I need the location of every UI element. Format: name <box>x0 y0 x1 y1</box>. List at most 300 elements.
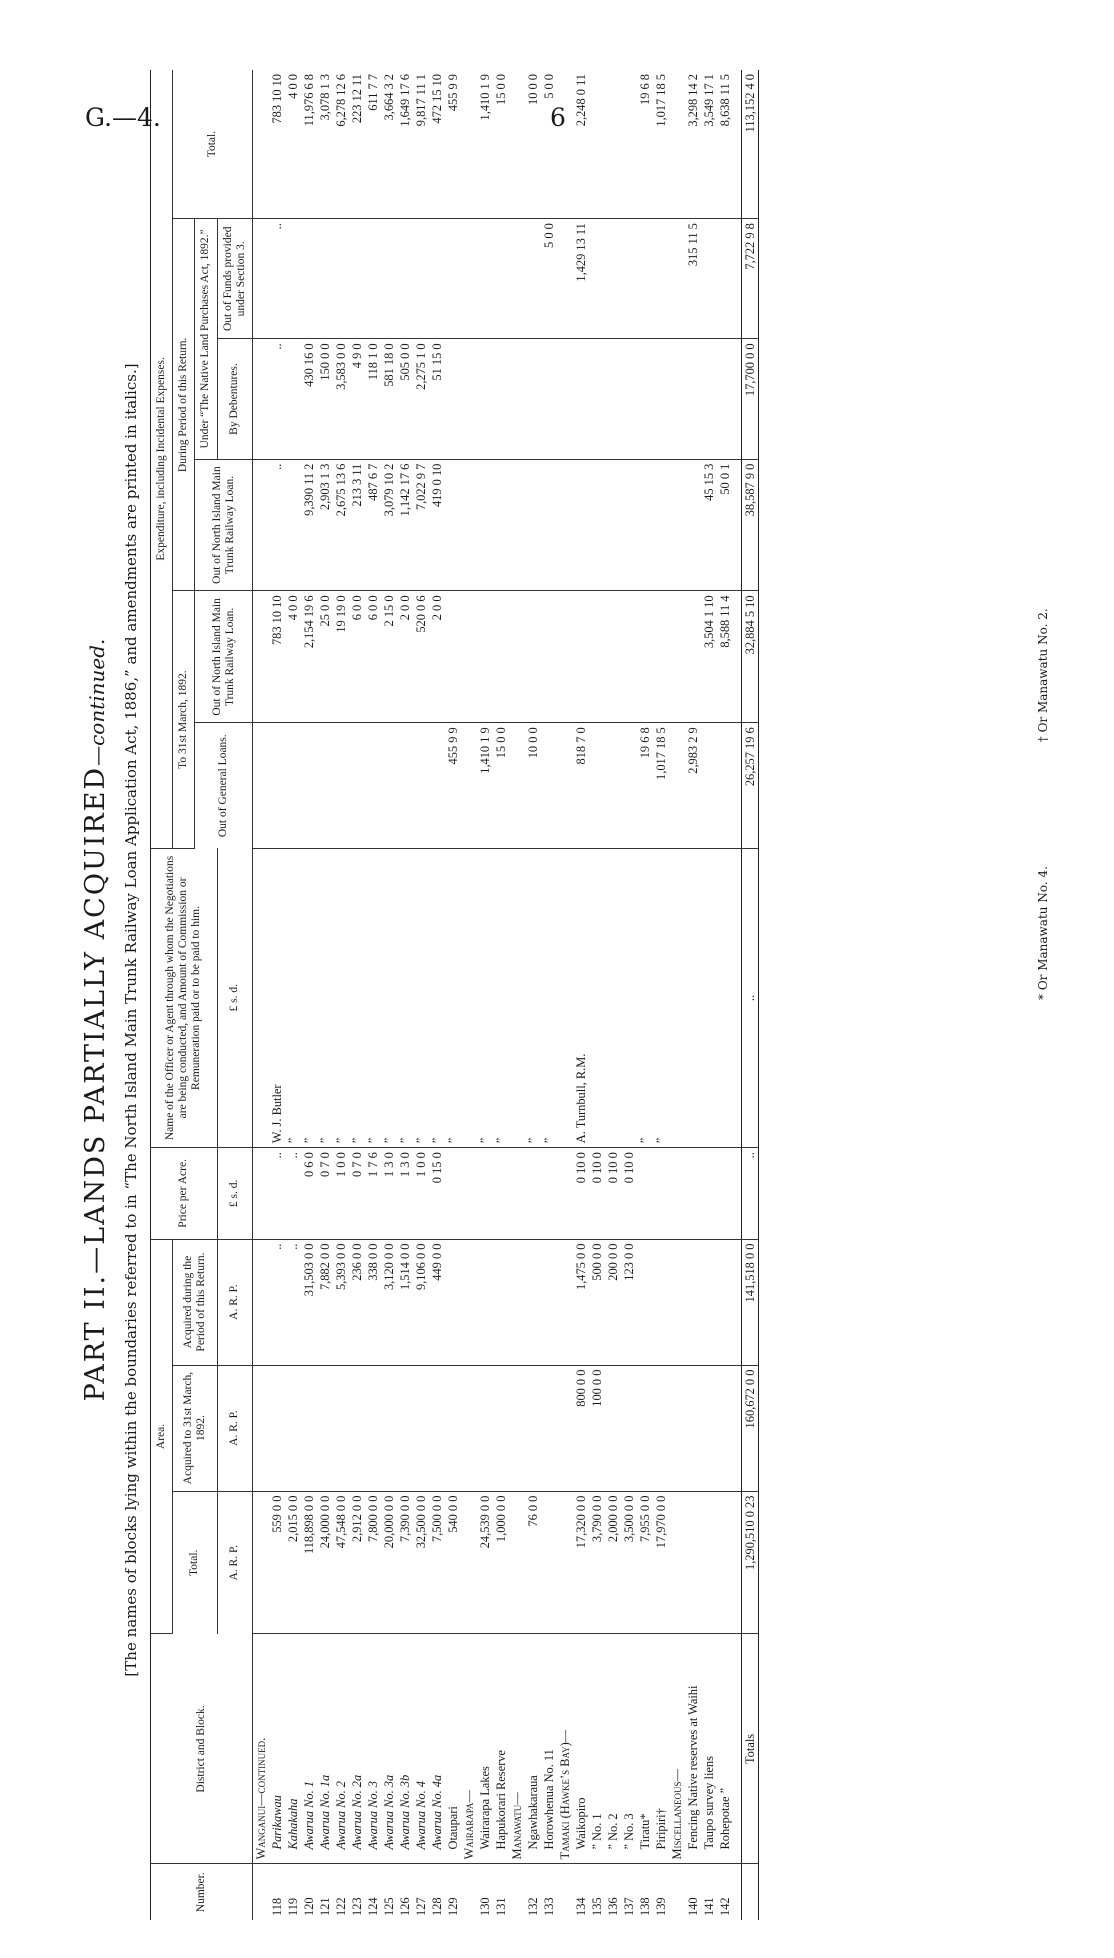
header-area: Area. <box>151 1239 173 1634</box>
empty-cell <box>461 219 477 339</box>
number-cell <box>557 1864 573 1920</box>
table-row <box>317 70 333 1920</box>
cell-gt: 10 0 0 <box>525 70 541 219</box>
row-number: 142 <box>718 1897 733 1916</box>
cell-acq_to <box>429 1365 445 1491</box>
page-subtitle: [The names of blocks lying within the boundaries referred to in “The North Island Main Trunk Railway Loan Application Act, 1886,” and amendments are printed in italics.] <box>122 363 140 1677</box>
cell-gt: 455 9 9 <box>445 70 461 219</box>
section-heading: Wairarapa— <box>461 1634 477 1864</box>
empty-cell <box>253 1491 270 1634</box>
cell-gen <box>541 723 557 848</box>
cell-price <box>653 1148 669 1239</box>
footnote-1: * Or Manawatu No. 4. <box>1036 866 1050 1000</box>
row-number: 127 <box>414 1897 429 1916</box>
cell-acq_to: 100 0 0 <box>589 1365 605 1491</box>
empty-cell <box>557 591 573 723</box>
cell-acq_dur: 449 0 0 <box>429 1239 445 1365</box>
cell-total <box>685 1491 701 1634</box>
cell-price <box>477 1148 493 1239</box>
cell-officer: ” <box>413 848 429 1147</box>
cell-price: 1 0 0 <box>413 1148 429 1239</box>
cell-deb: 505 0 0 <box>397 339 413 459</box>
cell-officer <box>605 848 621 1147</box>
cell-officer: ” <box>541 848 557 1147</box>
cell-officer: ” <box>525 848 541 1147</box>
cell-gen <box>285 723 301 848</box>
cell-acq_dur: 3,120 0 0 <box>381 1239 397 1365</box>
empty-cell <box>253 70 270 219</box>
cell-acq_dur: 31,503 0 0 <box>301 1239 317 1365</box>
cell-gt <box>621 70 637 219</box>
cell-officer: ” <box>285 848 301 1147</box>
page-title: PART II.—LANDS PARTIALLY ACQUIRED—continued. <box>80 638 111 1402</box>
empty-cell <box>509 1365 525 1491</box>
cell-total: 2,912 0 0 <box>349 1491 365 1634</box>
page-reference: G.—4. <box>85 103 161 132</box>
cell-tr2: 50 0 1 <box>717 459 733 591</box>
section-heading: Miscellaneous— <box>669 1634 685 1864</box>
cell-tr2 <box>621 459 637 591</box>
empty-cell <box>669 1239 685 1365</box>
spacer-row <box>733 70 742 1920</box>
spacer-cell <box>733 848 742 1147</box>
block-name: Rohepotae ” <box>717 1634 733 1864</box>
cell-acq_to <box>637 1365 653 1491</box>
cell-sec3 <box>525 219 541 339</box>
row-number: 118 <box>270 1897 285 1916</box>
cell-gt: 3,664 3 2 <box>381 70 397 219</box>
cell-sec3 <box>333 219 349 339</box>
empty-cell <box>253 848 270 1147</box>
cell-total: 118,898 0 0 <box>301 1491 317 1634</box>
cell-acq_to <box>477 1365 493 1491</box>
cell-acq_dur <box>653 1239 669 1365</box>
cell-sec3 <box>381 219 397 339</box>
cell-tr1: 8,588 11 4 <box>717 591 733 723</box>
block-name: ” No. 2 <box>605 1634 621 1864</box>
cell-acq_dur <box>525 1239 541 1365</box>
cell-price: 0 10 0 <box>605 1148 621 1239</box>
cell-total: 47,548 0 0 <box>333 1491 349 1634</box>
total-deb: 17,700 0 0 <box>742 339 759 459</box>
row-number: 121 <box>318 1897 333 1916</box>
table-row <box>445 70 461 1920</box>
total-acq_to: 160,672 0 0 <box>742 1365 759 1491</box>
cell-tr1 <box>621 591 637 723</box>
cell-acq_dur: 1,514 0 0 <box>397 1239 413 1365</box>
cell-tr2: 487 6 7 <box>365 459 381 591</box>
cell-gt: 1,017 18 5 <box>653 70 669 219</box>
cell-gt: 6,278 12 6 <box>333 70 349 219</box>
empty-cell <box>669 591 685 723</box>
number-cell <box>253 1864 270 1920</box>
empty-cell <box>669 1148 685 1239</box>
row-number: 129 <box>446 1897 461 1916</box>
row-number: 123 <box>350 1897 365 1916</box>
cell-deb <box>493 339 509 459</box>
empty-cell <box>461 591 477 723</box>
table-row <box>477 70 493 1920</box>
section-heading-row <box>509 70 525 1920</box>
total-gt: 113,152 4 0 <box>742 70 759 219</box>
cell-sec3 <box>605 219 621 339</box>
row-number: 131 <box>494 1897 509 1916</box>
cell-gen: 455 9 9 <box>445 723 461 848</box>
cell-deb <box>653 339 669 459</box>
cell-acq_dur <box>685 1239 701 1365</box>
block-name: Taupo survey liens <box>701 1634 717 1864</box>
cell-sec3: 315 11 5 <box>685 219 701 339</box>
cell-gt: 9,817 11 1 <box>413 70 429 219</box>
cell-acq_dur <box>541 1239 557 1365</box>
cell-officer: ” <box>445 848 461 1147</box>
cell-gen <box>301 723 317 848</box>
cell-tr2 <box>685 459 701 591</box>
empty-cell <box>461 723 477 848</box>
cell-officer: ” <box>317 848 333 1147</box>
cell-total: 2,000 0 0 <box>605 1491 621 1634</box>
cell-tr1: 2 15 0 <box>381 591 397 723</box>
cell-acq_dur <box>701 1239 717 1365</box>
cell-gen <box>349 723 365 848</box>
header-during-period: During Period of this Return. <box>173 219 195 591</box>
empty-cell <box>461 459 477 591</box>
header-district: District and Block. <box>151 1634 253 1864</box>
cell-sec3 <box>285 219 301 339</box>
row-number: 119 <box>286 1897 301 1916</box>
cell-tr2: 213 3 11 <box>349 459 365 591</box>
header-general-loans: Out of General Loans. <box>195 723 253 848</box>
empty-cell <box>461 1148 477 1239</box>
cell-acq_to <box>685 1365 701 1491</box>
header-acquired-to: Acquired to 31st March, 1892. <box>173 1365 217 1491</box>
cell-sec3 <box>653 219 669 339</box>
empty-cell <box>669 339 685 459</box>
section-heading: Manawatu— <box>509 1634 525 1864</box>
cell-sec3 <box>621 219 637 339</box>
total-gen: 26,257 19 6 <box>742 723 759 848</box>
cell-deb <box>589 339 605 459</box>
cell-deb <box>701 339 717 459</box>
empty-cell <box>509 219 525 339</box>
table-row <box>541 70 557 1920</box>
cell-price: 0 10 0 <box>589 1148 605 1239</box>
cell-acq_to <box>397 1365 413 1491</box>
cell-deb: 4 9 0 <box>349 339 365 459</box>
cell-officer: ” <box>365 848 381 1147</box>
cell-tr1: 2 0 0 <box>429 591 445 723</box>
empty-cell <box>253 459 270 591</box>
row-number: 130 <box>478 1897 493 1916</box>
table-row <box>413 70 429 1920</box>
empty-cell <box>669 459 685 591</box>
total-sec3: 7,722 9 8 <box>742 219 759 339</box>
unit-acquired-to: A. R. P. <box>217 1365 252 1491</box>
spacer-cell <box>733 339 742 459</box>
empty-cell <box>557 219 573 339</box>
cell-price <box>493 1148 509 1239</box>
spacer-cell <box>733 1239 742 1365</box>
table-row <box>429 70 445 1920</box>
cell-sec3 <box>445 219 461 339</box>
block-name: Awarua No. 4a <box>429 1634 445 1864</box>
cell-tr2 <box>477 459 493 591</box>
cell-gt: 1,649 17 6 <box>397 70 413 219</box>
cell-sec3 <box>317 219 333 339</box>
total-acq_dur: 141,518 0 0 <box>742 1239 759 1365</box>
row-number: 120 <box>302 1897 317 1916</box>
empty-cell <box>509 1491 525 1634</box>
cell-price: 1 7 6 <box>365 1148 381 1239</box>
rotated-table-page <box>40 70 1060 1920</box>
block-name: Piripiri† <box>653 1634 669 1864</box>
empty-cell <box>461 1365 477 1491</box>
cell-gen <box>413 723 429 848</box>
cell-tr2 <box>493 459 509 591</box>
cell-total: 7,800 0 0 <box>365 1491 381 1634</box>
empty-cell <box>253 1148 270 1239</box>
unit-acquired-during: A. R. P. <box>217 1239 252 1365</box>
table-row <box>365 70 381 1920</box>
cell-gt: 3,078 1 3 <box>317 70 333 219</box>
cell-tr1 <box>605 591 621 723</box>
block-name: Kahakaha <box>285 1634 301 1864</box>
cell-price <box>717 1148 733 1239</box>
header-grand-total: Total. <box>173 70 253 219</box>
cell-gt: 3,549 17 1 <box>701 70 717 219</box>
spacer-cell <box>733 591 742 723</box>
cell-total: 17,320 0 0 <box>573 1491 589 1634</box>
row-number: 132 <box>526 1897 541 1916</box>
number-cell <box>509 1864 525 1920</box>
cell-price: 0 15 0 <box>429 1148 445 1239</box>
cell-acq_to <box>653 1365 669 1491</box>
cell-price <box>685 1148 701 1239</box>
cell-tr2: 419 0 10 <box>429 459 445 591</box>
empty-cell <box>509 848 525 1147</box>
cell-total: 3,790 0 0 <box>589 1491 605 1634</box>
cell-officer <box>589 848 605 1147</box>
cell-total: 17,970 0 0 <box>653 1491 669 1634</box>
cell-sec3 <box>397 219 413 339</box>
cell-acq_dur: 123 0 0 <box>621 1239 637 1365</box>
cell-deb: 3,583 0 0 <box>333 339 349 459</box>
table-row <box>493 70 509 1920</box>
cell-gt: 783 10 10 <box>269 70 285 219</box>
empty-cell <box>253 339 270 459</box>
cell-acq_to <box>621 1365 637 1491</box>
cell-gt: 5 0 0 <box>541 70 557 219</box>
table-row <box>637 70 653 1920</box>
empty-cell <box>509 1148 525 1239</box>
table-row <box>717 70 733 1920</box>
cell-total: 3,500 0 0 <box>621 1491 637 1634</box>
cell-sec3 <box>429 219 445 339</box>
cell-gen: 1,410 1 9 <box>477 723 493 848</box>
block-name: Hapukorari Reserve <box>493 1634 509 1864</box>
empty-cell <box>253 723 270 848</box>
cell-tr1: 4 0 0 <box>285 591 301 723</box>
table-row <box>573 70 589 1920</box>
row-number: 128 <box>430 1897 445 1916</box>
row-number: 137 <box>622 1897 637 1916</box>
row-number: 135 <box>590 1897 605 1916</box>
cell-gt: 11,976 6 8 <box>301 70 317 219</box>
cell-acq_dur <box>445 1239 461 1365</box>
cell-acq_to <box>445 1365 461 1491</box>
cell-tr1 <box>445 591 461 723</box>
cell-sec3: 5 0 0 <box>541 219 557 339</box>
row-number: 136 <box>606 1897 621 1916</box>
spacer-cell <box>733 459 742 591</box>
cell-gen: 10 0 0 <box>525 723 541 848</box>
cell-gen <box>621 723 637 848</box>
empty-cell <box>557 459 573 591</box>
cell-acq_dur: 338 0 0 <box>365 1239 381 1365</box>
spacer-cell <box>733 1634 742 1864</box>
cell-sec3 <box>493 219 509 339</box>
cell-gt: 3,298 14 2 <box>685 70 701 219</box>
number-cell <box>461 1864 477 1920</box>
block-name: Awarua No. 1a <box>317 1634 333 1864</box>
cell-total: 559 0 0 <box>269 1491 285 1634</box>
cell-total: 2,015 0 0 <box>285 1491 301 1634</box>
empty-cell <box>461 339 477 459</box>
unit-area-total: A. R. P. <box>217 1491 252 1634</box>
cell-tr2: .. <box>269 459 285 591</box>
cell-acq_dur: .. <box>285 1239 301 1365</box>
cell-deb: 118 1 0 <box>365 339 381 459</box>
cell-price: .. <box>285 1148 301 1239</box>
cell-gen <box>589 723 605 848</box>
table-row <box>381 70 397 1920</box>
cell-deb: 51 15 0 <box>429 339 445 459</box>
cell-price <box>637 1148 653 1239</box>
empty-cell <box>557 70 573 219</box>
cell-acq_dur: 236 0 0 <box>349 1239 365 1365</box>
cell-tr1: 2 0 0 <box>397 591 413 723</box>
cell-officer: ” <box>477 848 493 1147</box>
row-number: 139 <box>654 1897 669 1916</box>
cell-deb <box>637 339 653 459</box>
cell-total: 76 0 0 <box>525 1491 541 1634</box>
table-row <box>589 70 605 1920</box>
empty-cell <box>509 1239 525 1365</box>
cell-tr2: 45 15 3 <box>701 459 717 591</box>
cell-officer <box>701 848 717 1147</box>
cell-acq_to <box>717 1365 733 1491</box>
cell-tr2 <box>541 459 557 591</box>
cell-tr1: 2,154 19 6 <box>301 591 317 723</box>
footnotes <box>1036 488 1050 1000</box>
cell-tr1: 25 0 0 <box>317 591 333 723</box>
block-name: Awarua No. 3 <box>365 1634 381 1864</box>
cell-gt: 223 12 11 <box>349 70 365 219</box>
cell-officer: ” <box>637 848 653 1147</box>
unit-price: £ s. d. <box>217 1148 252 1239</box>
cell-gen <box>317 723 333 848</box>
cell-gt: 19 6 8 <box>637 70 653 219</box>
cell-officer <box>717 848 733 1147</box>
cell-acq_to <box>317 1365 333 1491</box>
block-name: Tiratu* <box>637 1634 653 1864</box>
cell-acq_to <box>349 1365 365 1491</box>
cell-gen <box>701 723 717 848</box>
cell-price: 0 6 0 <box>301 1148 317 1239</box>
cell-deb: 581 18 0 <box>381 339 397 459</box>
row-number: 138 <box>638 1897 653 1916</box>
block-name: Awarua No. 4 <box>413 1634 429 1864</box>
cell-gen: 19 6 8 <box>637 723 653 848</box>
unit-officer: £ s. d. <box>217 848 252 1147</box>
cell-acq_to <box>301 1365 317 1491</box>
block-name: ” No. 3 <box>621 1634 637 1864</box>
total-tr2: 38,587 9 0 <box>742 459 759 591</box>
cell-acq_to <box>525 1365 541 1491</box>
cell-tr2: 2,903 1 3 <box>317 459 333 591</box>
header-native-land-act: Under “The Native Land Purchases Act, 1892.” <box>195 219 217 460</box>
row-number: 124 <box>366 1897 381 1916</box>
cell-tr2 <box>285 459 301 591</box>
cell-tr2 <box>605 459 621 591</box>
cell-total: 20,000 0 0 <box>381 1491 397 1634</box>
table-row <box>285 70 301 1920</box>
total-price: .. <box>742 1148 759 1239</box>
section-heading-row <box>253 70 270 1920</box>
cell-tr1 <box>653 591 669 723</box>
table-row <box>525 70 541 1920</box>
total-total: 1,290,510 0 23 <box>742 1491 759 1634</box>
cell-sec3 <box>477 219 493 339</box>
cell-acq_dur: 500 0 0 <box>589 1239 605 1365</box>
cell-officer: ” <box>493 848 509 1147</box>
cell-tr2 <box>525 459 541 591</box>
spacer-cell <box>733 723 742 848</box>
header-section3: Out of Funds provided under Section 3. <box>217 219 252 339</box>
cell-deb <box>285 339 301 459</box>
cell-tr2 <box>445 459 461 591</box>
block-name: Ngawhakaraua <box>525 1634 541 1864</box>
cell-tr1 <box>589 591 605 723</box>
block-name: ” No. 1 <box>589 1634 605 1864</box>
empty-cell <box>557 848 573 1147</box>
cell-tr1: 6 0 0 <box>349 591 365 723</box>
cell-officer: ” <box>349 848 365 1147</box>
cell-acq_dur: 5,393 0 0 <box>333 1239 349 1365</box>
number-cell <box>669 1864 685 1920</box>
empty-cell <box>253 1239 270 1365</box>
cell-acq_to <box>701 1365 717 1491</box>
cell-acq_dur: 1,475 0 0 <box>573 1239 589 1365</box>
cell-acq_dur <box>717 1239 733 1365</box>
row-number: 141 <box>702 1897 717 1916</box>
table-row <box>605 70 621 1920</box>
empty-cell <box>557 1148 573 1239</box>
header-number: Number. <box>151 1864 253 1920</box>
cell-tr2: 9,390 11 2 <box>301 459 317 591</box>
lands-table <box>150 70 759 1920</box>
section-heading: Tamaki (Hawke’s Bay)— <box>557 1634 573 1864</box>
cell-sec3 <box>301 219 317 339</box>
cell-deb <box>717 339 733 459</box>
cell-acq_to <box>381 1365 397 1491</box>
cell-gen <box>269 723 285 848</box>
row-number: 140 <box>686 1897 701 1916</box>
header-officer: Name of the Officer or Agent through whom the Negotiations are being conducted, and Amount of Commission or Remuneration paid or to be paid to him. <box>151 848 218 1147</box>
cell-tr1: 783 10 10 <box>269 591 285 723</box>
cell-gen <box>717 723 733 848</box>
cell-deb: 430 16 0 <box>301 339 317 459</box>
